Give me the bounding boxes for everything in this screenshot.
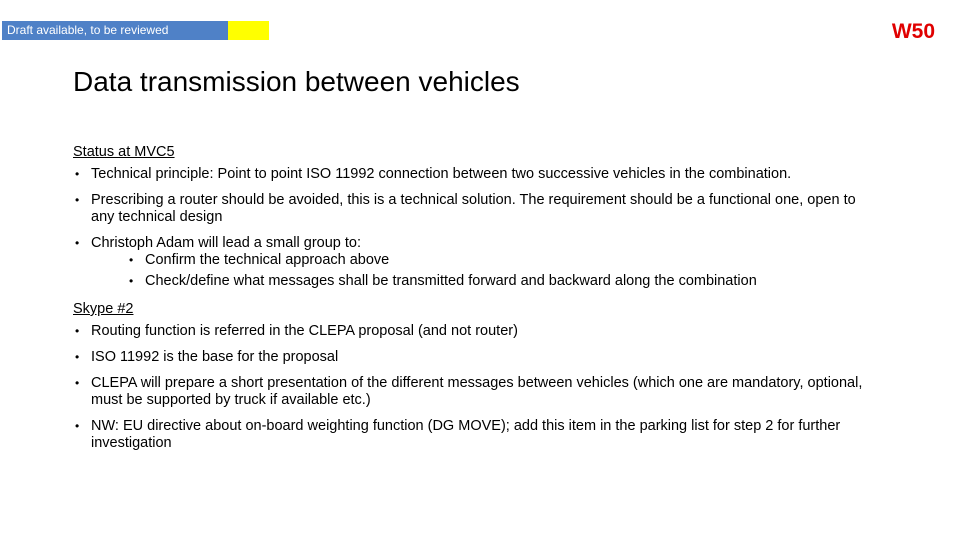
status-color-swatch [228, 21, 269, 40]
page-title: Data transmission between vehicles [73, 66, 520, 97]
section-heading-skype: Skype #2 [73, 301, 134, 317]
list-item: • NW: EU directive about on-board weighting function (DG MOVE); add this item in the parking list for step 2 for further investigation [73, 418, 873, 452]
list-item: • CLEPA will prepare a short presentation of the different messages between vehicles (which one are mandatory, optional, must be supported by truck if available etc.) [73, 375, 873, 409]
list-item: • Technical principle: Point to point ISO 11992 connection between two successive vehicles in the combination. [73, 166, 873, 183]
list-item: • Routing function is referred in the CLEPA proposal (and not router) [73, 323, 873, 340]
sub-list-item: • Confirm the technical approach above [91, 252, 873, 269]
list-item: • Prescribing a router should be avoided, this is a technical solution. The requirement should be a functional one, open to any technical design [73, 192, 873, 226]
skype-bullet-list [73, 323, 873, 452]
list-item: • ISO 11992 is the base for the proposal [73, 349, 873, 366]
status-bar [2, 21, 269, 40]
list-item [73, 235, 873, 290]
sub-list-item: • Check/define what messages shall be transmitted forward and backward along the combination [91, 273, 873, 290]
sub-bullet-list [91, 252, 873, 290]
list-item-text: Christoph Adam will lead a small group to: [91, 235, 361, 251]
status-label: Draft available, to be reviewed [2, 21, 228, 40]
section-heading-status: Status at MVC5 [73, 144, 175, 160]
document-id: W50 [891, 20, 935, 43]
status-bullet-list [73, 166, 873, 290]
slide-content [73, 142, 873, 461]
